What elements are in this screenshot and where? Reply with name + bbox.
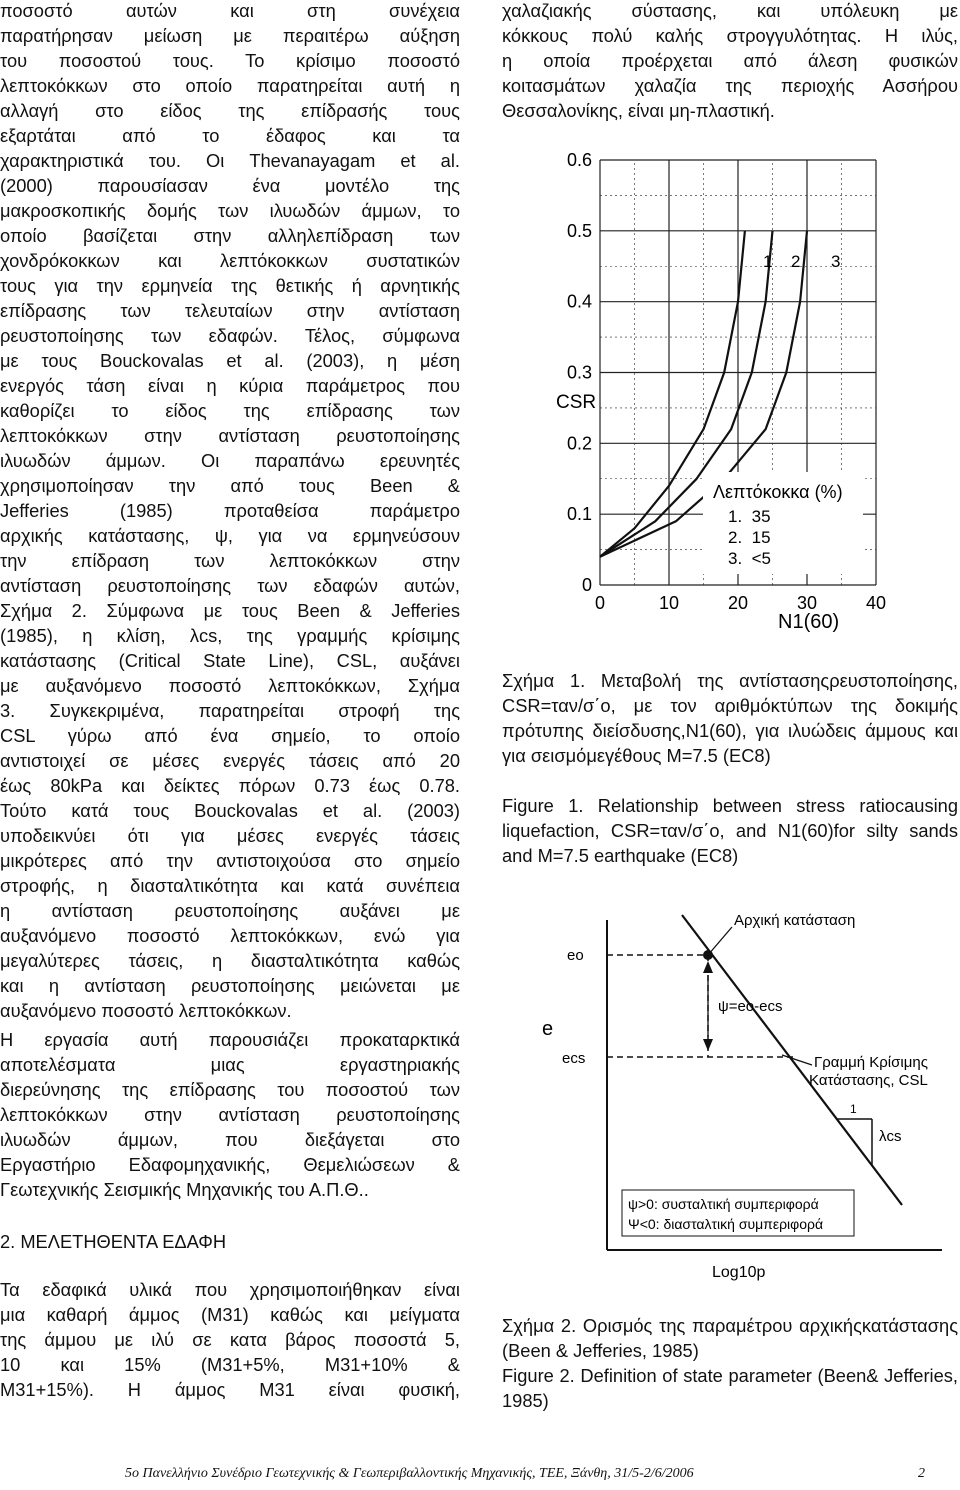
text-line: με αυξανόμενο ποσοστό λεπτοκόκκων, Σχήμα — [0, 675, 460, 696]
text-line: Figure 2. Definition of state parameter (Been — [502, 1365, 867, 1386]
legend-entry: 3. <5 — [728, 549, 772, 568]
note-line: Ψ<0: διασταλτική συμπεριφορά — [628, 1216, 824, 1232]
text-line: επίδρασης των τελευταίων στην αντίσταση — [0, 300, 460, 321]
curve-label-1: 1 — [763, 252, 773, 271]
text-line: (2000) παρουσίασαν ένα μοντέλο της — [0, 175, 460, 196]
legend-entry: 2. 15 — [728, 528, 771, 547]
csl-label: Γραμμή Κρίσιμης — [814, 1054, 928, 1071]
text-line: κτύπων της δοκιμής πρότυπης διείσδυσης, — [502, 695, 958, 741]
text-line: & Jefferies, 1985) — [502, 1365, 958, 1411]
note-line: ψ>0: συσταλτική συμπεριφορά — [628, 1196, 819, 1212]
x-axis-label: N1(60) — [778, 611, 840, 633]
text-line: μακροσκοπικής δομής των ιλυωδών άμμων, το — [0, 200, 460, 221]
text-line: η οποία προέρχεται από άλεση φυσικών — [502, 50, 958, 71]
text-line: διερεύνησης της επίδρασης του ποσοστού των — [0, 1079, 460, 1100]
curve-label-2: 2 — [791, 252, 801, 271]
text-line: με τους Bouckovalas et al. (2003), η μέση — [0, 350, 460, 371]
x-tick-label: 10 — [658, 593, 680, 613]
text-line: οποίο βασίζεται στην αλληλεπίδραση των — [0, 225, 460, 246]
text-line: ρευστοποίησης, CSR=ταν/σ΄ο, με τον αριθμό — [502, 670, 958, 716]
slope-run-label: 1 — [850, 1102, 857, 1116]
text-line: μικρότερες από την αντιστοιχούσα στο σημείο — [0, 850, 460, 871]
text-line: χαρακτηριστικά του. Οι Thevanayagam et al. — [0, 150, 460, 171]
text-line: κοιτασμάτων χαλαζία της περιοχής Ασσήρου — [502, 75, 958, 96]
body-paragraph-2 — [0, 1027, 460, 1202]
y-tick-label: 0 — [581, 575, 592, 595]
text-line: for silty sands and M=7.5 earthquake (EC8) — [502, 820, 958, 866]
body-paragraph-right — [502, 0, 958, 123]
text-line: Σχήμα 2. Ορισμός της παραμέτρου αρχικής — [502, 1315, 862, 1336]
text-line: αυξανόμενο ποσοστό λεπτοκόκκων. — [0, 1000, 292, 1021]
text-line: αντιστοιχεί σε μέσες ενεργές τάσεις από 20 — [0, 750, 460, 771]
body-paragraph-3 — [0, 1277, 460, 1402]
text-line: λεπτοκόκκων στο οποίο παρατηρείται αυτή η — [0, 75, 460, 96]
text-line: Τα εδαφικά υλικά που χρησιμοποιήθηκαν είναι — [0, 1279, 460, 1300]
text-line: Γεωτεχνικής Σεισμικής Μηχανικής του Α.Π.Θ.. — [0, 1179, 369, 1200]
x-tick-label: 0 — [594, 593, 606, 613]
text-line: έως 80kPa και δείκτες πόρων 0.73 έως 0.78. — [0, 775, 460, 796]
figure-2-caption-greek — [502, 1313, 958, 1363]
text-line: παρατήρησαν μείωση με περαιτέρω αύξηση — [0, 25, 460, 46]
text-line: στροφής, η διασταλτικότητα και κατά συνέπεια — [0, 875, 460, 896]
text-line: Σχήμα 1. Μεταβολή της αντίστασης — [502, 670, 830, 691]
legend-entry: 1. 35 — [728, 507, 771, 526]
x-tick-label: 30 — [796, 593, 818, 613]
text-line: καθορίζει το είδος της επίδρασης των — [0, 400, 460, 421]
figure-2-title: Αρχική κατάσταση — [734, 912, 856, 929]
csl-label: Κατάστασης, CSL — [809, 1072, 928, 1089]
psi-label: ψ=eο-ecs — [718, 998, 783, 1015]
text-line: ενεργός τάση είναι η κύρια παράμετρος που — [0, 375, 460, 396]
page-number: 2 — [918, 1466, 925, 1481]
figure-1-chart — [548, 150, 908, 640]
slope-label: λcs — [879, 1128, 902, 1145]
text-line: Figure 1. Relationship between stress ratio — [502, 795, 895, 816]
y-axis-label: CSR — [556, 392, 597, 413]
text-line: αλλαγή στο είδος της επίδρασής τους — [0, 100, 460, 121]
y-tick-label: 0.2 — [566, 433, 592, 454]
body-paragraph-1 — [0, 0, 460, 1023]
text-line: εξαρτάται από το έδαφος και τα — [0, 125, 460, 146]
x-tick-label: 20 — [727, 593, 749, 613]
text-line: ιλυωδών άμμων, που διεξάγεται στο — [0, 1129, 460, 1150]
text-line: κατάστασης (Been & Jefferies, 1985) — [502, 1315, 958, 1361]
text-line: κατάστασης (Critical State Line), CSL, αυξάνει — [0, 650, 460, 671]
figure-2-diagram — [532, 905, 960, 1290]
y-tick-label: 0.1 — [566, 504, 592, 525]
text-line: χαλαζιακής σύστασης, και υπόλευκη με — [502, 0, 958, 21]
x-axis-label: Log10p — [712, 1264, 766, 1281]
text-line: αποτελέσματα μιας εργαστηριακής — [0, 1054, 460, 1075]
text-line: causing liquefaction, CSR=ταν/σ΄ο, and N1(60) — [502, 795, 958, 841]
text-line: την επίδραση των λεπτοκόκκων στην — [0, 550, 460, 571]
text-line: (1985), η κλίση, λcs, της γραμμής κρίσιμης — [0, 625, 460, 646]
text-line: CSL γύρω από ένα σημείο, το οποίο — [0, 725, 460, 746]
e-axis-label: e — [542, 1018, 554, 1040]
x-tick-label: 40 — [865, 593, 887, 613]
text-line: αρχικής κατάστασης, ψ, για να ερμηνεύσουν — [0, 525, 460, 546]
text-line: 10 και 15% (Μ31+5%, Μ31+10% & — [0, 1354, 460, 1375]
e0-label: eο — [567, 947, 584, 964]
text-line: χονδρόκοκκων και λεπτόκοκκων συστατικών — [0, 250, 460, 271]
text-line: χρησιμοποίησαν την από τους Been & — [0, 475, 460, 496]
text-line: τους για την ερμηνεία της θετικής ή αρνητικής — [0, 275, 460, 296]
text-line: μια καθαρή άμμος (Μ31) καθώς και μείγματα — [0, 1304, 460, 1325]
text-line: λεπτοκόκκων στην αντίσταση ρευστοποίησης — [0, 425, 460, 446]
curve-label-3: 3 — [831, 252, 841, 271]
y-tick-labels — [567, 150, 592, 595]
y-tick-label: 0.5 — [566, 220, 592, 241]
legend-title: Λεπτόκοκκα (%) — [713, 482, 843, 502]
text-line: λεπτοκόκκων στην αντίσταση ρευστοποίησης — [0, 1104, 460, 1125]
text-line: αυξανόμενο ποσοστό λεπτοκόκκων, ενώ για — [0, 925, 460, 946]
text-line: Η εργασία αυτή παρουσιάζει προκαταρκτικά — [0, 1029, 460, 1050]
text-line: Jefferies (1985) προταθείσα παράμετρο — [0, 500, 460, 521]
figure-1-caption-greek — [502, 668, 958, 768]
figure-2-caption-english — [502, 1363, 958, 1413]
page-footer — [0, 1466, 960, 1486]
text-line: Τούτο κατά τους Bouckovalas et al. (2003) — [0, 800, 460, 821]
ecs-label: ecs — [562, 1050, 586, 1067]
text-line: Σχήμα 2. Σύμφωνα με τους Been & Jefferies — [0, 600, 460, 621]
y-tick-label: 0.3 — [566, 362, 592, 383]
text-line: ποσοστό αυτών και στη συνέχεια — [0, 0, 460, 21]
text-line: κόκκους πολύ καλής στρογγυλότητας. Η ιλύς, — [502, 25, 958, 46]
text-line: μεγέθους M=7.5 (EC8) — [586, 745, 771, 766]
figure-1-caption-english — [502, 793, 958, 868]
text-line: Εργαστήριο Εδαφομηχανικής, Θεμελιώσεων & — [0, 1154, 460, 1175]
footer-text: 5ο Πανελλήνιο Συνέδριο Γεωτεχνικής & Γεωπεριβαλλοντικής Μηχανικής, ΤΕΕ, Ξάνθη, 31/5-2/6/2006 — [125, 1466, 694, 1481]
text-line: της άμμου με ιλύ σε κατα βάρος ποσοστά 5, — [0, 1329, 460, 1350]
section-heading: 2. ΜΕΛΕΤΗΘΕΝΤΑ ΕΔΑΦΗ — [0, 1231, 227, 1252]
text-line: Μ31+15%). Η άμμος Μ31 είναι φυσική, — [0, 1379, 460, 1400]
x-tick-labels — [595, 593, 886, 613]
text-line: N1(60), για ιλυώδεις άμμους και για σεισμό — [502, 720, 959, 766]
text-line: μεγαλύτερες τάσεις, η διασταλτικότητα καθώς — [0, 950, 460, 971]
text-line: του ποσοστού τους. Το κρίσιμο ποσοστό — [0, 50, 460, 71]
text-line: ιλυωδών άμμων. Οι παραπάνω ερευνητές — [0, 450, 460, 471]
text-line: η αντίσταση ρευστοποίησης αυξάνει με — [0, 900, 460, 921]
y-tick-label: 0.6 — [566, 150, 592, 170]
text-line: υποδεικνύει ότι για μέσες ενεργές τάσεις — [0, 825, 460, 846]
text-line: ρευστοποίησης των εδαφών. Τέλος, σύμφωνα — [0, 325, 460, 346]
text-line: Θεσσαλονίκης, είναι μη-πλαστική. — [502, 100, 775, 121]
text-line: αντίσταση ρευστοποίησης των εδαφών αυτών, — [0, 575, 460, 596]
text-line: και η αντίσταση ρευστοποίησης μειώνεται με — [0, 975, 460, 996]
y-tick-label: 0.4 — [566, 291, 592, 312]
chart-legend — [703, 472, 863, 574]
text-line: 3. Συγκεκριμένα, παρατηρείται στροφή της — [0, 700, 460, 721]
